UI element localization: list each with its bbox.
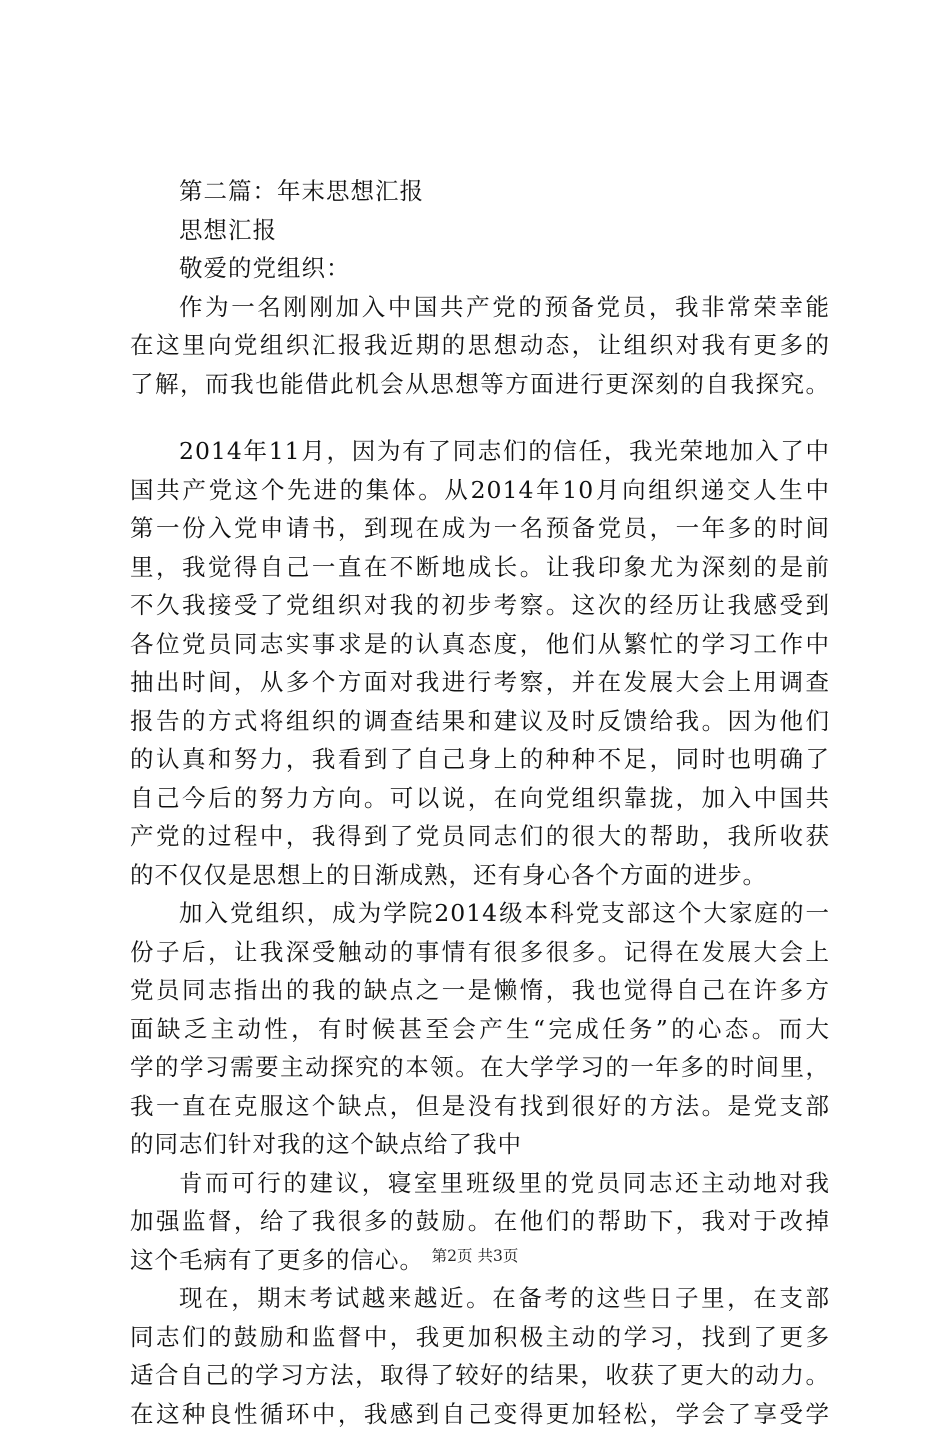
page-number: 第2页 共3页 [432, 1247, 519, 1265]
document-subheading: 思想汇报 [130, 211, 830, 250]
paragraph-2-line: 的认真和努力，我看到了自己身上的种种不足，同时也明确了 [130, 740, 830, 779]
page-footer [0, 1244, 950, 1266]
paragraph-4-line: 这个毛病有了更多的信心。 [130, 1241, 830, 1280]
salutation: 敬爱的党组织： [130, 249, 830, 288]
paragraph-5-line: 在这种良性循环中，我感到自己变得更加轻松，学会了享受学 [130, 1395, 830, 1433]
paragraph-3-line: 面缺乏主动性，有时候甚至会产生“完成任务”的心态。而大 [130, 1010, 830, 1049]
paragraph-2-line: 的不仅仅是思想上的日渐成熟，还有身心各个方面的进步。 [130, 856, 830, 895]
paragraph-2-line: 自己今后的努力方向。可以说，在向党组织靠拢，加入中国共 [130, 779, 830, 818]
paragraph-5-line: 适合自己的学习方法，取得了较好的结果，收获了更大的动力。 [130, 1356, 830, 1395]
paragraph-5-line: 现在，期末考试越来越近。在备考的这些日子里，在支部 [130, 1279, 830, 1318]
paragraph-3-line: 学的学习需要主动探究的本领。在大学学习的一年多的时间里， [130, 1048, 830, 1087]
document-heading: 第二篇：年末思想汇报 [130, 172, 830, 211]
paragraph-5-line: 同志们的鼓励和监督中，我更加积极主动的学习，找到了更多 [130, 1318, 830, 1357]
paragraph-1-line: 作为一名刚刚加入中国共产党的预备党员，我非常荣幸能 [130, 288, 830, 327]
paragraph-3-line: 我一直在克服这个缺点，但是没有找到很好的方法。是党支部 [130, 1087, 830, 1126]
paragraph-2-line: 报告的方式将组织的调查结果和建议及时反馈给我。因为他们 [130, 702, 830, 741]
paragraph-1-line: 在这里向党组织汇报我近期的思想动态，让组织对我有更多的 [130, 326, 830, 365]
paragraph-gap [130, 403, 830, 432]
paragraph-2-line: 不久我接受了党组织对我的初步考察。这次的经历让我感受到 [130, 586, 830, 625]
paragraph-4-line: 肯而可行的建议，寝室里班级里的党员同志还主动地对我 [130, 1164, 830, 1203]
paragraph-1-line: 了解，而我也能借此机会从思想等方面进行更深刻的自我探究。 [130, 365, 830, 404]
paragraph-4-line: 加强监督，给了我很多的鼓励。在他们的帮助下，我对于改掉 [130, 1202, 830, 1241]
paragraph-2-line: 国共产党这个先进的集体。从2014年10月向组织递交人生中 [130, 471, 830, 510]
paragraph-3-line: 的同志们针对我的这个缺点给了我中 [130, 1125, 830, 1164]
paragraph-2-line: 2014年11月，因为有了同志们的信任，我光荣地加入了中 [130, 432, 830, 471]
paragraph-3-line: 党员同志指出的我的缺点之一是懒惰，我也觉得自己在许多方 [130, 971, 830, 1010]
paragraph-3-line: 加入党组织，成为学院2014级本科党支部这个大家庭的一 [130, 894, 830, 933]
paragraph-2-line: 第一份入党申请书，到现在成为一名预备党员，一年多的时间 [130, 509, 830, 548]
paragraph-3-line: 份子后，让我深受触动的事情有很多很多。记得在发展大会上 [130, 933, 830, 972]
paragraph-2-line: 各位党员同志实事求是的认真态度，他们从繁忙的学习工作中 [130, 625, 830, 664]
paragraph-2-line: 抽出时间，从多个方面对我进行考察，并在发展大会上用调查 [130, 663, 830, 702]
paragraph-2-line: 产党的过程中，我得到了党员同志们的很大的帮助，我所收获 [130, 817, 830, 856]
paragraph-2-line: 里，我觉得自己一直在不断地成长。让我印象尤为深刻的是前 [130, 548, 830, 587]
